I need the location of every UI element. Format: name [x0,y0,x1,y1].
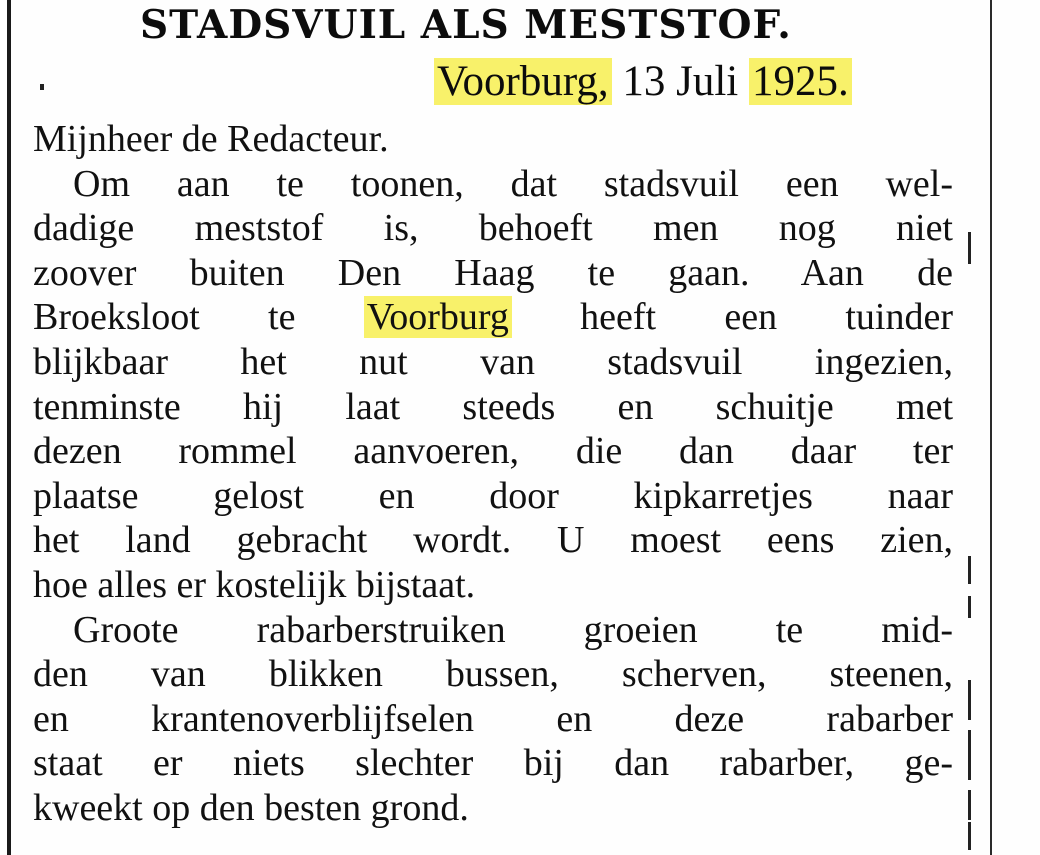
salutation: Mijnheer de Redacteur. [33,118,389,160]
paragraph1-line5: blijkbaar het nut van stadsvuil ingezien, [33,340,953,383]
paragraph1-line10: hoe alles er kostelijk bijstaat. [33,563,476,606]
paragraph2-line2: den van blikken bussen, scherven, steenen, [33,653,953,696]
article-body [33,117,953,831]
paragraph1-line8: plaatse gelost en door kipkarretjes naar [33,474,953,517]
paragraph1-line6: tenminste hij laat steeds en schuitje met [33,385,953,428]
dateline-day-month: 13 Juli [622,58,739,105]
gutter-marks [964,0,978,855]
paragraph1-line4-end: heeft een tuinder [511,296,953,339]
paragraph2-line1: Groote rabarberstruiken groeien te mid- [73,608,953,651]
article-headline: STADSVUIL ALS MESTSTOF. [140,2,792,48]
paragraph1-line9: het land gebracht wordt. U moest eens zien, [33,519,953,562]
paragraph2-line4: staat er niets slechter bij dan rabarber, ge- [33,742,953,785]
column-rule-left [7,0,11,855]
dateline-year: 1925. [749,58,852,105]
highlighted-place-name: Voorburg [364,296,512,338]
dateline [434,56,852,108]
column-rule-right [990,0,992,855]
print-speck [40,84,44,90]
paragraph2-line3: en krantenoverblijfselen en deze rabarber [33,697,953,740]
paragraph1-line2: dadige meststof is, behoeft men nog niet [33,207,953,250]
paragraph2-line5: kweekt op den besten grond. [33,786,469,829]
paragraph1-line7: dezen rommel aanvoeren, die dan daar ter [33,430,953,473]
paragraph1-line4-start: Broeksloot te [33,296,364,339]
paragraph1-line3: zoover buiten Den Haag te gaan. Aan de [33,251,953,294]
paragraph1-line4 [33,295,953,340]
paragraph1-line1: Om aan te toonen, dat stadsvuil een wel- [73,162,953,205]
dateline-place: Voorburg, [434,58,612,105]
